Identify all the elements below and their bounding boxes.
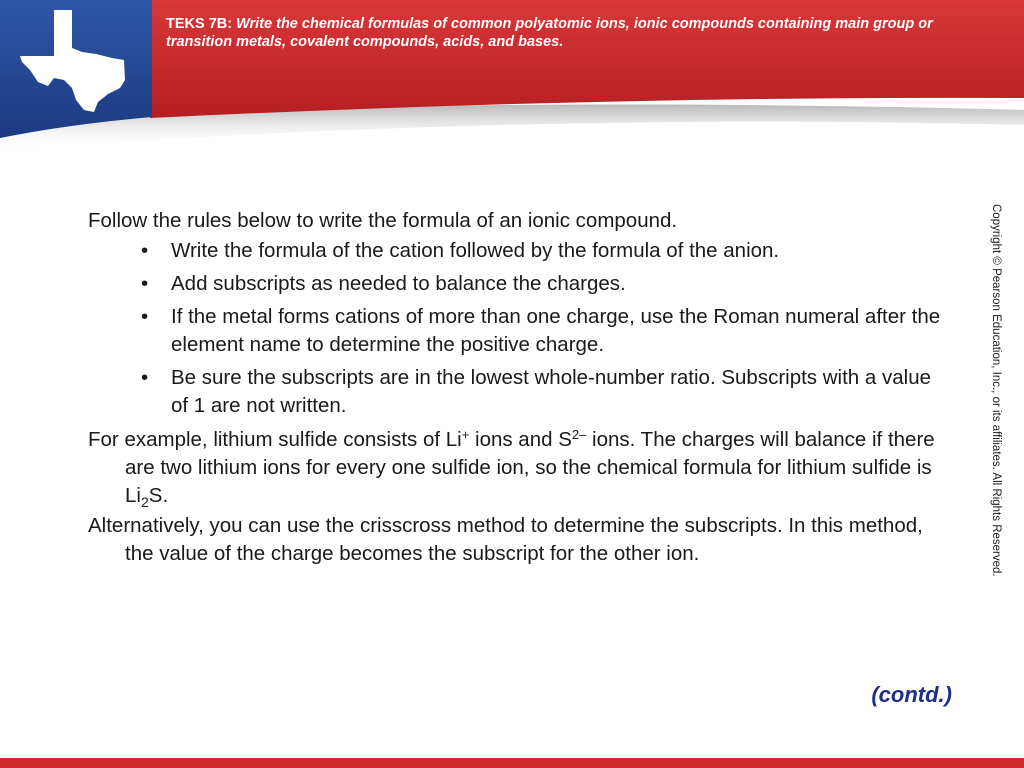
bottom-bar <box>0 758 1024 768</box>
bullet-icon: • <box>141 305 149 328</box>
header-banner <box>0 0 1024 150</box>
sulfide-charge: 2– <box>571 427 587 442</box>
example-paragraph <box>88 426 943 510</box>
teks-description: Write the chemical formulas of common polyatomic ions, ionic compounds containing main group or transition metals, covalent compounds, acids, and bases. <box>166 16 933 50</box>
rule-item <box>88 364 943 420</box>
bullet-icon: • <box>141 366 149 389</box>
rule-text: If the metal forms cations of more than one charge, use the Roman numeral after the element name to determine the positive charge. <box>171 305 941 356</box>
bullet-icon: • <box>141 239 149 262</box>
rule-item <box>88 237 943 265</box>
teks-label: TEKS 7B: <box>166 16 233 32</box>
example-text-1: For example, lithium sulfide consists of Li <box>88 428 462 451</box>
texas-map-icon <box>18 8 130 112</box>
bullet-icon: • <box>141 272 149 295</box>
rule-item <box>88 270 943 298</box>
example-text-4: S. <box>148 484 169 507</box>
alternative-paragraph: Alternatively, you can use the crisscross method to determine the subscripts. In this method, the value of the charge becomes the subscript for the other ion. <box>88 514 923 565</box>
slide-content <box>88 207 943 570</box>
teks-standard <box>166 15 996 51</box>
lithium-charge: + <box>461 427 470 442</box>
rule-item <box>88 303 943 359</box>
rule-text: Write the formula of the cation followed by the formula of the anion. <box>171 239 780 262</box>
rule-text: Add subscripts as needed to balance the charges. <box>171 272 626 295</box>
continued-label: (contd.) <box>871 682 952 707</box>
example-text-2: ions and S <box>469 428 572 451</box>
rule-text: Be sure the subscripts are in the lowest whole-number ratio. Subscripts with a value of 1 are not written. <box>171 366 932 417</box>
copyright-notice: Copyright © Pearson Education, Inc., or its affiliates. All Rights Reserved. <box>990 204 1002 577</box>
example-text-3: ions. The charges will balance if there are two lithium ions for every one sulfide ion, so the chemical formula for lithium sulfide is Li <box>125 428 935 507</box>
intro-paragraph: Follow the rules below to write the formula of an ionic compound. <box>88 209 678 232</box>
lithium-subscript: 2 <box>140 494 149 510</box>
rules-list <box>88 237 943 420</box>
